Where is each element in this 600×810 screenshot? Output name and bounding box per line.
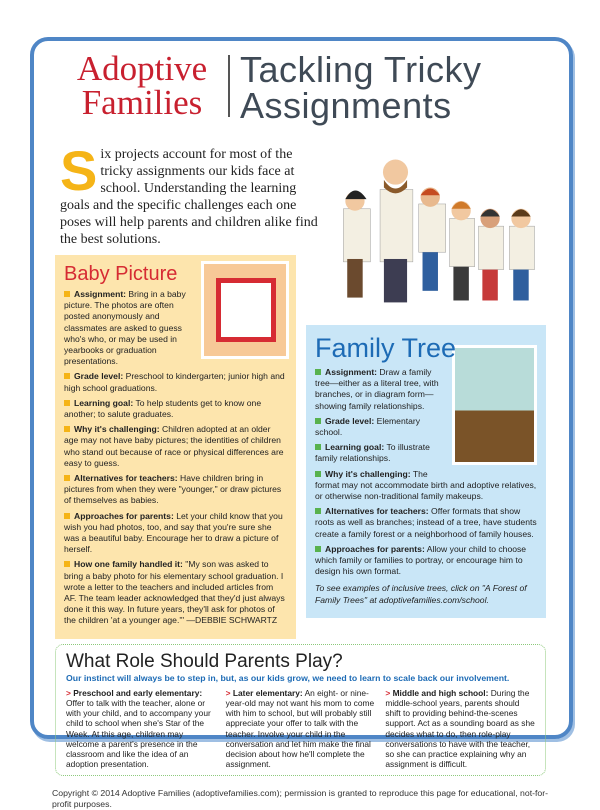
role-column <box>385 688 535 770</box>
logo-line: Families <box>81 83 203 122</box>
list-item <box>64 559 287 626</box>
item-label: Grade level: <box>74 371 124 382</box>
drop-cap: S <box>60 139 98 202</box>
section-title: What Role Should Parents Play? <box>66 650 343 672</box>
section-title: Baby Picture <box>64 263 178 285</box>
item-text: Elementary school. <box>315 415 421 438</box>
logo-line: Adoptive <box>76 49 208 88</box>
item-text: The format may not accommodate birth and adoptive relatives, or otherwise non-traditional family makeups. <box>315 468 537 502</box>
list-item <box>64 398 287 420</box>
list-item <box>315 469 537 503</box>
item-text: Let your child know that you wish you had photos, too, and say that you're sure she was a beautiful baby. Encourage her to draw a picture of herself. <box>64 510 283 555</box>
item-label: Alternatives for teachers: <box>325 506 429 517</box>
item-text: Preschool to kindergarten; junior high and high school graduations. <box>64 371 285 393</box>
baby-picture-section <box>55 255 296 639</box>
list-item <box>64 511 287 556</box>
item-text: Draw a family tree—either as a literal tree, with branches, or in diagram form—showing family relationships. <box>315 367 439 411</box>
bullet-icon <box>315 508 321 514</box>
item-text: To help students get to know one another; to salute graduates. <box>64 397 262 420</box>
item-text: "My son was asked to bring a baby photo for his elementary school graduation. I wrote a letter to the teachers and included articles from AF. The team leader acknowledged that they'd just always done it this way. In future years, they'll ask for photos of the children 'at a younger age.'" —DEBBIE SCHWARTZ <box>64 559 285 626</box>
column-text: During the middle-school years, parents should shift to providing behind-the-scenes support. Act as a sounding board as she decides what to do, then role-play conversations to have with the teacher, so she can practice explaining why an assignment is difficult. <box>385 687 535 770</box>
arrow-icon: > <box>225 687 233 698</box>
parent-role-section <box>55 644 546 777</box>
bullet-icon <box>315 444 321 450</box>
bullet-icon <box>64 475 70 481</box>
page-title <box>240 49 482 126</box>
item-label: Assignment: <box>74 289 127 299</box>
list-item <box>315 506 537 540</box>
tree-illustration <box>452 345 537 465</box>
item-text: Bring in a baby picture. The photos are often posted anonymously and classmates are asked to guess who's who, or may be used in yearbooks or graduation presentations. <box>64 289 186 367</box>
bullet-icon <box>64 400 70 406</box>
item-label: Alternatives for teachers: <box>74 473 178 484</box>
content-flow <box>52 255 549 810</box>
bullet-icon <box>64 426 70 432</box>
copyright: Copyright © 2014 Adoptive Families (adoptivefamilies.com); permission is granted to reproduce this page for educational, not-for-profit purposes. <box>52 788 549 810</box>
item-label: Approaches for parents: <box>325 543 425 554</box>
item-text: Offer formats that show roots as well as branches; instead of a tree, have students create a family forest or a neighborhood of family houses. <box>315 506 537 539</box>
item-label: Grade level: <box>325 415 375 426</box>
bullet-icon <box>64 513 70 519</box>
column-label: Middle and high school: <box>392 687 489 698</box>
column-text: An eight- or nine-year-old may not want his mom to come with him to school, but will probably still appreciate your offer to talk with the teacher. Involve your child in the conversation and let him make the final decision about how he'll complete the assignment. <box>225 687 375 770</box>
item-label: Approaches for parents: <box>74 510 174 521</box>
title-line: Assignments <box>240 85 452 126</box>
adoptive-families-logo <box>62 49 222 122</box>
red-frame <box>216 278 276 342</box>
bullet-icon <box>315 418 321 424</box>
sections-row <box>55 255 546 639</box>
column-label: Preschool and early elementary: <box>73 687 203 698</box>
section-subtitle: Our instinct will always be to step in, but, as our kids grow, we need to learn to scale back our involvement. <box>66 672 510 683</box>
column-text: Offer to talk with the teacher, alone or with your child, and to accompany your child to school when she's Star of the Week. At this age, children may welcome a parent's presence in the classroom and like the idea of an adoption presentation. <box>66 697 211 770</box>
role-column <box>226 688 376 770</box>
item-label: Why it's challenging: <box>325 468 411 479</box>
item-text: Allow your child to choose which family or families to portray, or encourage him to design his own format. <box>315 543 527 577</box>
intro-paragraph <box>60 139 322 248</box>
item-text: Children adopted at an older age may not have baby pictures; the identities of children who stand out because of race or physical differences are easy to guess. <box>64 424 284 468</box>
arrow-icon: > <box>66 687 74 698</box>
baby-illustration <box>201 261 289 359</box>
item-label: How one family handled it: <box>74 559 183 570</box>
bullet-icon <box>64 291 70 297</box>
list-item <box>64 371 287 393</box>
arrow-icon: > <box>385 687 393 698</box>
family-tree-section <box>306 325 546 618</box>
link-note: To see examples of inclusive trees, click on "A Forest of Family Trees" at adoptivefamilies.com/school. <box>315 583 527 605</box>
item-label: Learning goal: <box>325 442 385 453</box>
title-line: Tackling Tricky <box>240 49 482 90</box>
bullet-icon <box>315 471 321 477</box>
item-label: Learning goal: <box>74 397 134 408</box>
bullet-icon <box>315 546 321 552</box>
right-column <box>306 255 546 618</box>
intro-text: ix projects account for most of the tricky assignments our kids face at school. Understanding the learning goals and the specific challenges each one poses will help parents and children alike find the best solutions. <box>60 147 318 247</box>
item-label: Assignment: <box>325 367 378 377</box>
item-text: Have children bring in pictures from when they were "younger," or draw pictures of themselves as babies. <box>64 473 282 506</box>
list-item <box>64 473 287 507</box>
role-column <box>66 688 216 770</box>
list-item <box>315 544 537 578</box>
bullet-icon <box>64 561 70 567</box>
bullet-icon <box>315 369 321 375</box>
list-item <box>64 424 287 469</box>
column-label: Later elementary: <box>232 687 303 698</box>
item-text: To illustrate family relationships. <box>315 442 430 464</box>
section-title: Family Tree <box>315 333 457 363</box>
divider <box>228 55 230 117</box>
bullet-icon <box>64 373 70 379</box>
item-label: Why it's challenging: <box>74 424 160 435</box>
